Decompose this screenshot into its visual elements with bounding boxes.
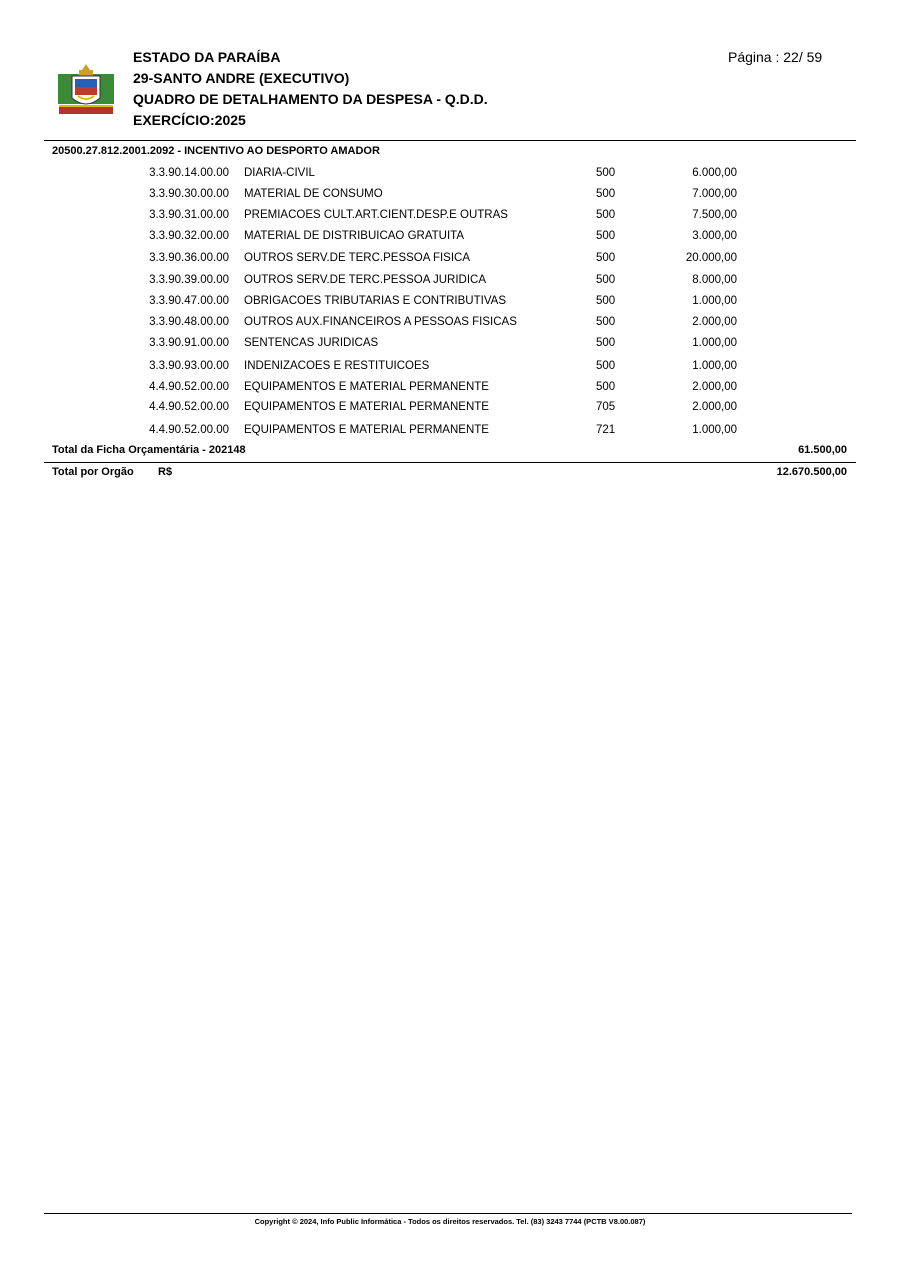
header-state: ESTADO DA PARAÍBA <box>133 49 281 65</box>
row-value: 2.000,00 <box>692 401 737 413</box>
table-row <box>0 229 900 243</box>
row-description: EQUIPAMENTOS E MATERIAL PERMANENTE <box>244 381 489 393</box>
row-source: 500 <box>596 167 616 179</box>
header-year: EXERCÍCIO:2025 <box>133 112 246 128</box>
row-description: PREMIACOES CULT.ART.CIENT.DESP.E OUTRAS <box>244 209 508 221</box>
row-value: 1.000,00 <box>692 337 737 349</box>
row-value: 3.000,00 <box>692 230 737 242</box>
row-code: 3.3.90.31.00.00 <box>149 209 229 221</box>
row-source: 705 <box>596 401 616 413</box>
row-source: 500 <box>596 274 616 286</box>
row-value: 7.500,00 <box>692 209 737 221</box>
row-value: 1.000,00 <box>692 295 737 307</box>
ficha-total-label: Total da Ficha Orçamentária - 202148 <box>52 444 246 456</box>
row-source: 500 <box>596 230 616 242</box>
row-description: EQUIPAMENTOS E MATERIAL PERMANENTE <box>244 401 489 413</box>
table-row <box>0 400 900 414</box>
row-value: 7.000,00 <box>692 188 737 200</box>
row-description: MATERIAL DE DISTRIBUICAO GRATUITA <box>244 230 465 242</box>
table-row <box>0 336 900 350</box>
row-source: 500 <box>596 209 616 221</box>
row-code: 3.3.90.47.00.00 <box>149 295 229 307</box>
table-row <box>0 380 900 394</box>
ficha-total-value: 61.500,00 <box>798 444 847 456</box>
table-row <box>0 294 900 308</box>
row-description: OUTROS SERV.DE TERC.PESSOA FISICA <box>244 252 471 264</box>
row-description: MATERIAL DE CONSUMO <box>244 188 383 200</box>
table-row <box>0 251 900 265</box>
coat-of-arms-icon <box>55 58 117 120</box>
table-row <box>0 208 900 222</box>
table-row <box>0 166 900 180</box>
table-row <box>0 315 900 329</box>
footer-copyright: Copyright © 2024, Info Public Informática - Todos os direitos reservados. Tel. (83) 3243 7744 (PCTB V8.00.087) <box>254 1217 646 1226</box>
row-source: 500 <box>596 316 616 328</box>
row-code: 3.3.90.14.00.00 <box>149 167 229 179</box>
table-row <box>0 273 900 287</box>
row-source: 721 <box>596 424 616 436</box>
row-code: 4.4.90.52.00.00 <box>149 401 229 413</box>
orgao-total-value: 12.670.500,00 <box>776 466 847 478</box>
row-code: 3.3.90.36.00.00 <box>149 252 229 264</box>
header-entity: 29-SANTO ANDRE (EXECUTIVO) <box>133 70 350 86</box>
row-code: 3.3.90.91.00.00 <box>149 337 229 349</box>
table-row <box>0 423 900 437</box>
header-divider <box>44 140 856 141</box>
row-value: 8.000,00 <box>692 274 737 286</box>
page-number: Página : 22/ 59 <box>728 49 823 65</box>
orgao-total-label: Total por Orgão <box>52 466 134 478</box>
row-value: 2.000,00 <box>692 316 737 328</box>
row-value: 1.000,00 <box>692 424 737 436</box>
section-title: 20500.27.812.2001.2092 - INCENTIVO AO DESPORTO AMADOR <box>52 145 380 157</box>
row-description: DIARIA-CIVIL <box>244 167 315 179</box>
row-source: 500 <box>596 337 616 349</box>
totals-divider <box>44 462 856 463</box>
row-code: 4.4.90.52.00.00 <box>149 381 229 393</box>
row-description: OBRIGACOES TRIBUTARIAS E CONTRIBUTIVAS <box>244 295 506 307</box>
row-value: 20.000,00 <box>685 252 737 264</box>
row-source: 500 <box>596 188 616 200</box>
table-row <box>0 187 900 201</box>
row-code: 4.4.90.52.00.00 <box>149 424 229 436</box>
orgao-total-currency: R$ <box>158 466 173 478</box>
row-source: 500 <box>596 360 616 372</box>
row-description: EQUIPAMENTOS E MATERIAL PERMANENTE <box>244 424 489 436</box>
row-source: 500 <box>596 252 616 264</box>
row-code: 3.3.90.30.00.00 <box>149 188 229 200</box>
header-report-title: QUADRO DE DETALHAMENTO DA DESPESA - Q.D.D. <box>133 91 488 107</box>
row-value: 1.000,00 <box>692 360 737 372</box>
footer-divider <box>44 1213 852 1214</box>
row-code: 3.3.90.93.00.00 <box>149 360 229 372</box>
row-description: OUTROS AUX.FINANCEIROS A PESSOAS FISICAS <box>244 316 517 328</box>
row-code: 3.3.90.48.00.00 <box>149 316 229 328</box>
table-row <box>0 359 900 373</box>
row-value: 6.000,00 <box>692 167 737 179</box>
row-code: 3.3.90.39.00.00 <box>149 274 229 286</box>
row-description: INDENIZACOES E RESTITUICOES <box>244 360 430 372</box>
row-code: 3.3.90.32.00.00 <box>149 230 229 242</box>
row-description: SENTENCAS JURIDICAS <box>244 337 379 349</box>
row-source: 500 <box>596 295 616 307</box>
row-value: 2.000,00 <box>692 381 737 393</box>
row-description: OUTROS SERV.DE TERC.PESSOA JURIDICA <box>244 274 486 286</box>
row-source: 500 <box>596 381 616 393</box>
